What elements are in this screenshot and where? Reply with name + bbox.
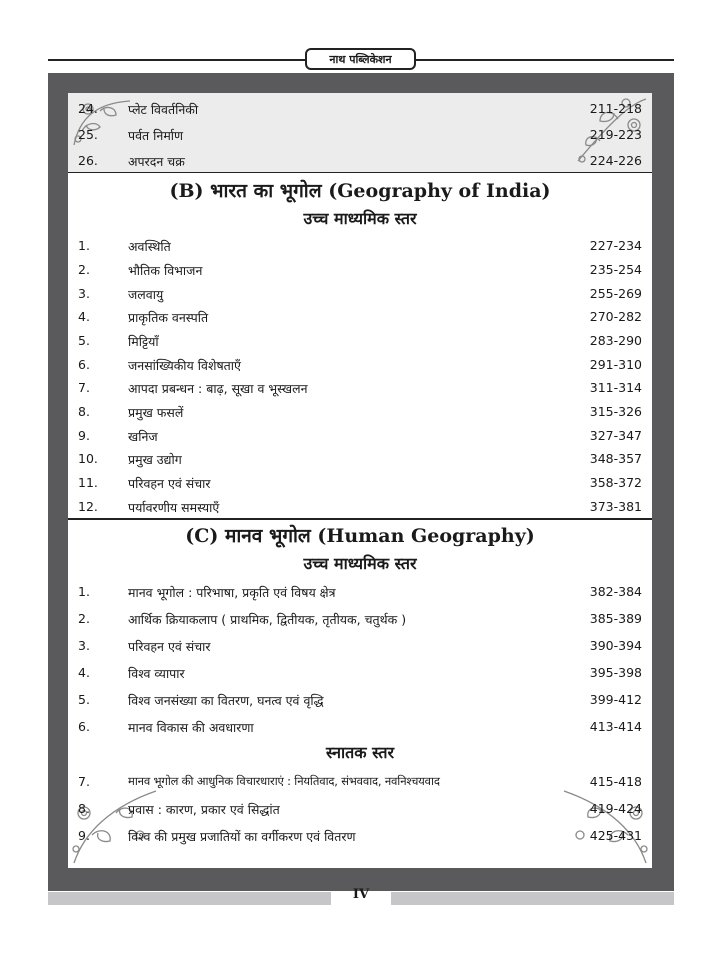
toc-row-number: 1. <box>78 584 90 599</box>
toc-row-number: 24. <box>78 101 98 116</box>
toc-row[interactable] <box>68 259 652 281</box>
toc-row-title: मानव विकास की अवधारणा <box>128 720 254 735</box>
toc-row-number: 2. <box>78 611 90 626</box>
toc-row-title: जनसांख्यिकीय विशेषताएँ <box>128 358 241 373</box>
toc-row-title: प्रमुख उद्योग <box>128 452 182 467</box>
toc-row[interactable] <box>68 377 652 399</box>
toc-row-number: 11. <box>78 475 98 490</box>
toc-row[interactable] <box>68 425 652 447</box>
toc-row[interactable] <box>68 689 652 711</box>
section-divider <box>68 518 652 520</box>
toc-row-pages: 415-418 <box>589 774 642 789</box>
toc-row-pages: 373-381 <box>589 499 642 514</box>
toc-row[interactable] <box>68 98 652 120</box>
toc-row[interactable] <box>68 472 652 494</box>
section-b-title: (B) भारत का भूगोल (Geography of India) <box>169 180 551 202</box>
toc-row-title: परिवहन एवं संचार <box>128 476 211 491</box>
toc-row-pages: 211-218 <box>589 101 642 116</box>
toc-row-pages: 348-357 <box>589 451 642 466</box>
toc-row-number: 9. <box>78 828 90 843</box>
toc-row-title: मानव भूगोल की आधुनिक विचारधाराएं : नियतिवाद, संभववाद, नवनिश्चयवाद <box>128 774 440 788</box>
toc-row-number: 12. <box>78 499 98 514</box>
toc-row[interactable] <box>68 124 652 146</box>
toc-row-title: प्रवास : कारण, प्रकार एवं सिद्धांत <box>128 802 280 817</box>
toc-row[interactable] <box>68 354 652 376</box>
toc-row-title: जलवायु <box>128 287 164 302</box>
toc-row-number: 2. <box>78 262 90 277</box>
toc-row-pages: 227-234 <box>589 238 642 253</box>
toc-row[interactable] <box>68 662 652 684</box>
header-rule-right <box>416 59 674 61</box>
page-number: IV <box>352 887 370 902</box>
toc-row[interactable] <box>68 448 652 470</box>
toc-row-number: 7. <box>78 774 90 789</box>
toc-row-pages: 385-389 <box>589 611 642 626</box>
toc-row-title: प्रमुख फसलें <box>128 405 184 420</box>
toc-row-pages: 390-394 <box>589 638 642 653</box>
graduate-level-subtitle: स्नातक स्तर <box>325 743 394 762</box>
toc-row-number: 4. <box>78 309 90 324</box>
toc-row-pages: 419-424 <box>589 801 642 816</box>
toc-row-number: 1. <box>78 238 90 253</box>
toc-row-number: 8. <box>78 404 90 419</box>
footer-bar-right <box>391 892 674 905</box>
toc-row-title: प्राकृतिक वनस्पति <box>128 310 209 325</box>
toc-row-title: मानव भूगोल : परिभाषा, प्रकृति एवं विषय क्षेत्र <box>128 585 336 600</box>
toc-row-number: 6. <box>78 719 90 734</box>
toc-row-number: 5. <box>78 333 90 348</box>
toc-row[interactable] <box>68 496 652 518</box>
toc-row-number: 7. <box>78 380 90 395</box>
toc-row-pages: 255-269 <box>589 286 642 301</box>
toc-row-pages: 219-223 <box>589 127 642 142</box>
toc-row[interactable] <box>68 283 652 305</box>
toc-row-title: आपदा प्रबन्धन : बाढ़, सूखा व भूस्खलन <box>128 381 308 396</box>
toc-row-title: प्लेट विवर्तनिकी <box>128 102 199 117</box>
toc-row-title: आर्थिक क्रियाकलाप ( प्राथमिक, द्वितीयक, तृतीयक, चतुर्थक ) <box>128 612 407 627</box>
toc-row-pages: 395-398 <box>589 665 642 680</box>
toc-row-title: अवस्थिति <box>128 239 171 254</box>
publisher-badge <box>305 48 416 70</box>
toc-row[interactable] <box>68 771 652 793</box>
toc-row-title: विश्व की प्रमुख प्रजातियों का वर्गीकरण एवं वितरण <box>128 829 356 844</box>
toc-row-title: विश्व जनसंख्या का वितरण, घनत्व एवं वृद्धि <box>128 693 324 708</box>
toc-row-pages: 270-282 <box>589 309 642 324</box>
toc-row-number: 10. <box>78 451 98 466</box>
toc-row[interactable] <box>68 150 652 172</box>
toc-row[interactable] <box>68 581 652 603</box>
toc-row[interactable] <box>68 635 652 657</box>
toc-row-title: खनिज <box>128 429 158 444</box>
toc-row-pages: 425-431 <box>589 828 642 843</box>
toc-row-title: पर्यावरणीय समस्याएँ <box>128 500 220 515</box>
toc-row-pages: 358-372 <box>589 475 642 490</box>
toc-row-pages: 224-226 <box>589 153 642 168</box>
toc-row-number: 5. <box>78 692 90 707</box>
toc-row-pages: 382-384 <box>589 584 642 599</box>
page-frame <box>48 73 674 891</box>
toc-row-number: 9. <box>78 428 90 443</box>
toc-row-title: भौतिक विभाजन <box>128 263 203 278</box>
toc-row-pages: 413-414 <box>589 719 642 734</box>
footer-bar-left <box>48 892 331 905</box>
toc-row-pages: 327-347 <box>589 428 642 443</box>
toc-row[interactable] <box>68 330 652 352</box>
toc-row-number: 6. <box>78 357 90 372</box>
toc-row-title: मिट्टियाँ <box>128 334 159 349</box>
toc-row-title: विश्व व्यापार <box>128 666 185 681</box>
toc-row[interactable] <box>68 401 652 423</box>
toc-row[interactable] <box>68 608 652 630</box>
section-c-title: (C) मानव भूगोल (Human Geography) <box>185 525 535 547</box>
toc-row[interactable] <box>68 798 652 820</box>
toc-row[interactable] <box>68 235 652 257</box>
section-b-subtitle: उच्च माध्यमिक स्तर <box>303 209 417 228</box>
section-c-subtitle: उच्च माध्यमिक स्तर <box>303 554 417 573</box>
toc-row-number: 3. <box>78 638 90 653</box>
header-rule-left <box>48 59 305 61</box>
toc-row[interactable] <box>68 825 652 847</box>
toc-row-number: 3. <box>78 286 90 301</box>
toc-row-title: अपरदन चक्र <box>128 154 185 169</box>
toc-row-number: 4. <box>78 665 90 680</box>
toc-row-number: 26. <box>78 153 98 168</box>
toc-row[interactable] <box>68 306 652 328</box>
toc-row-pages: 399-412 <box>589 692 642 707</box>
toc-row-pages: 283-290 <box>589 333 642 348</box>
contents-panel <box>68 93 652 868</box>
toc-row-pages: 235-254 <box>589 262 642 277</box>
toc-row-pages: 291-310 <box>589 357 642 372</box>
publisher-name: नाथ पब्लिकेशन <box>329 52 392 66</box>
toc-row-number: 8. <box>78 801 90 816</box>
toc-row[interactable] <box>68 716 652 738</box>
toc-row-number: 25. <box>78 127 98 142</box>
toc-row-pages: 311-314 <box>589 380 642 395</box>
toc-row-pages: 315-326 <box>589 404 642 419</box>
toc-row-title: पर्वत निर्माण <box>128 128 184 143</box>
toc-row-title: परिवहन एवं संचार <box>128 639 211 654</box>
